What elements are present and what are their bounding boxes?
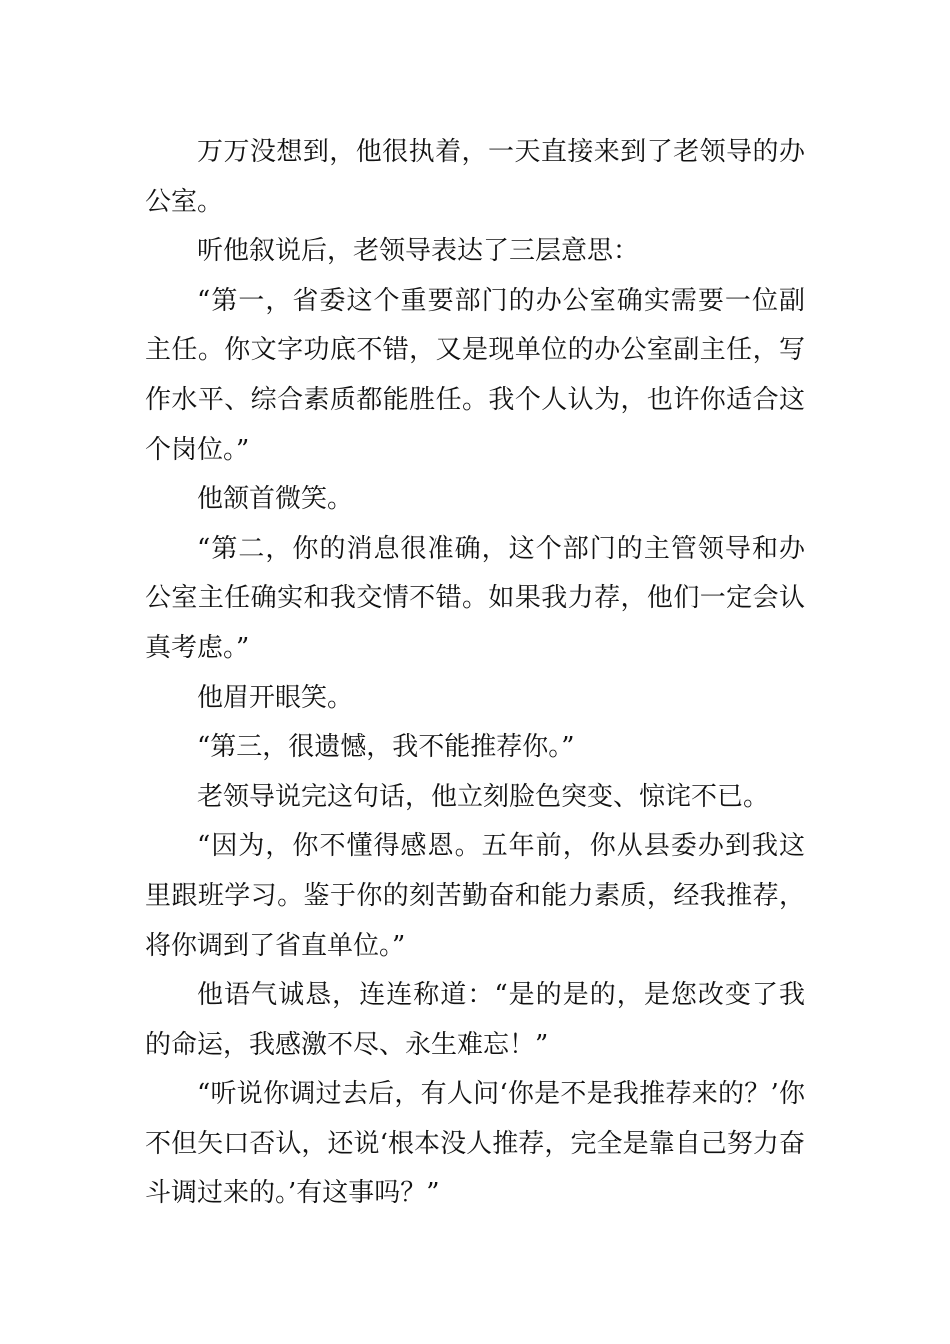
paragraph-3: “第一，省委这个重要部门的办公室确实需要一位副主任。你文字功底不错，又是现单位的办公室副主任，写作水平、综合素质都能胜任。我个人认为，也许你适合这个岗位。” <box>145 285 805 465</box>
paragraph-4: 他颔首微笑。 <box>197 484 354 515</box>
paragraph-10: 他语气诚恳，连连称道：“是的是的，是您改变了我的命运，我感激不尽、永生难忘！” <box>145 980 805 1060</box>
paragraph-1: 万万没想到，他很执着，一天直接来到了老领导的办公室。 <box>145 137 805 217</box>
paragraph-2: 听他叙说后，老领导表达了三层意思： <box>197 236 640 267</box>
paragraph-11: “听说你调过去后，有人问‘你是不是我推荐来的？’你不但矢口否认，还说‘根本没人推荐，完全是靠自己努力奋斗调过来的。’有这事吗？” <box>145 1079 805 1209</box>
document-page <box>145 128 805 1219</box>
paragraph-8: 老领导说完这句话，他立刻脸色突变、惊诧不已。 <box>197 781 770 812</box>
paragraph-9: “因为，你不懂得感恩。五年前，你从县委办到我这里跟班学习。鉴于你的刻苦勤奋和能力素质，经我推荐，将你调到了省直单位。” <box>145 831 805 961</box>
paragraph-6: 他眉开眼笑。 <box>197 682 354 713</box>
paragraph-7: “第三，很遗憾，我不能推荐你。” <box>197 732 575 763</box>
paragraph-5: “第二，你的消息很准确，这个部门的主管领导和办公室主任确实和我交情不错。如果我力荐，他们一定会认真考虑。” <box>145 533 805 663</box>
